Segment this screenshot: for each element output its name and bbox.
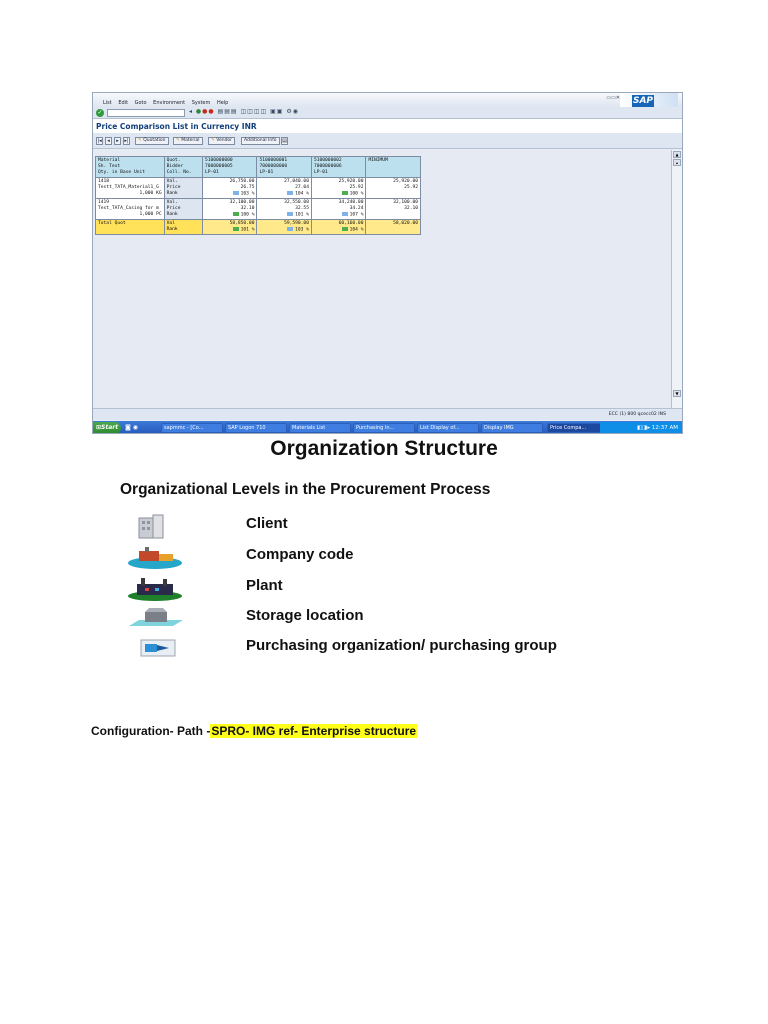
enter-icon[interactable]: ✓ <box>97 109 103 116</box>
quote-cell[interactable]: 25,920.00 25.92 100 % <box>311 178 366 199</box>
total-cell[interactable]: 59,590.00 103 % <box>257 220 312 235</box>
grid-header-row <box>96 157 421 178</box>
quote-cell[interactable]: 34,240.00 34.24 107 % <box>311 199 366 220</box>
org-level-label: Plant <box>246 577 283 594</box>
minimum-cell: 32,100.00 32.10 <box>366 199 421 220</box>
sap-screenshot <box>92 92 683 434</box>
rank-indicator-icon <box>233 191 239 195</box>
vertical-scrollbar[interactable] <box>671 150 682 408</box>
system-tray <box>600 422 682 434</box>
org-levels-slide <box>115 478 675 674</box>
sap-logo: SAP <box>632 96 654 106</box>
purchasing-icon <box>125 636 185 662</box>
taskbar-item[interactable]: Display IMG <box>481 423 543 433</box>
rank-indicator-icon <box>287 227 293 231</box>
org-level-plant <box>115 576 655 606</box>
warehouse-icon <box>125 606 185 632</box>
org-level-storage-location <box>115 606 655 636</box>
command-field[interactable] <box>107 109 185 117</box>
row-labels: Val. Price Rank <box>164 199 202 220</box>
taskbar-item[interactable]: SAP Logon 710 <box>225 423 287 433</box>
comparison-work-area <box>93 150 673 408</box>
application-toolbar <box>93 133 682 149</box>
scroll-up-page-icon[interactable]: ▴ <box>673 159 681 166</box>
material-button[interactable]: ✎ Material <box>173 137 203 145</box>
taskbar-item-active[interactable]: Price Compa... <box>547 423 611 433</box>
page-heading: Organization Structure <box>270 437 498 460</box>
screen-title-bar <box>93 119 682 133</box>
company-icon <box>125 545 185 571</box>
quote-cell[interactable]: 27,040.00 27.04 104 % <box>257 178 312 199</box>
org-level-client <box>115 514 655 544</box>
scroll-down-icon[interactable]: ▼ <box>673 390 681 397</box>
configuration-highlight: SPRO- IMG ref- Enterprise structure <box>211 724 417 738</box>
taskbar-item[interactable]: sapmmc - [Co... <box>161 423 223 433</box>
last-page-icon[interactable]: ▸| <box>124 138 129 144</box>
configuration-path <box>91 724 417 738</box>
configuration-prefix: Configuration- Path - <box>91 724 211 738</box>
vendor-button[interactable]: ✎ Vendor <box>208 137 235 145</box>
total-cell[interactable]: 58,850.00 101 % <box>202 220 257 235</box>
tray-icons[interactable]: ◧◨▸ <box>636 425 652 431</box>
total-row <box>96 220 421 235</box>
pencil-icon: ✎ <box>176 138 180 143</box>
quick-launch-icons[interactable]: ◙ ◉ <box>125 424 138 431</box>
pencil-icon: ✎ <box>138 138 142 143</box>
taskbar-item[interactable]: Purchasing In... <box>353 423 415 433</box>
quotation-button[interactable]: ✎ Quotation <box>135 137 169 145</box>
windows-taskbar <box>93 421 682 434</box>
menu-list[interactable]: List <box>103 100 112 106</box>
material-cell[interactable]: 1419 Test_TATA_Casing for m 1,000 PC <box>96 199 165 220</box>
first-page-icon[interactable]: |◂ <box>97 138 102 144</box>
screen-title: Price Comparison List in Currency INR <box>96 122 257 131</box>
prev-page-icon[interactable]: ◂ <box>105 137 112 145</box>
org-level-purchasing-org <box>115 636 655 672</box>
org-level-label: Company code <box>246 546 354 563</box>
org-level-label: Client <box>246 515 288 532</box>
scroll-up-icon[interactable]: ▲ <box>673 151 681 158</box>
org-level-company-code <box>115 545 655 575</box>
windows-logo-icon: ⊞ <box>96 424 102 431</box>
rank-indicator-icon <box>342 227 348 231</box>
start-button[interactable]: ⊞Start <box>93 422 121 434</box>
grid-header-quote[interactable]: 5100000000 7000000005 LP-01 <box>202 157 257 178</box>
quote-cell[interactable]: 32,550.00 32.55 101 % <box>257 199 312 220</box>
factory-icon <box>125 576 185 602</box>
menu-system[interactable]: System <box>191 100 211 106</box>
system-info: ECC (1) 800 qcecc02 INS <box>608 412 666 417</box>
sap-menu <box>103 100 233 106</box>
total-minimum-cell: 58,020.00 <box>366 220 421 235</box>
rank-indicator-icon <box>233 212 239 216</box>
grid-header-material: Material Sh. Text Qty. in Base Unit <box>96 157 165 178</box>
quote-cell[interactable]: 32,100.00 32.10 100 % <box>202 199 257 220</box>
org-level-label: Storage location <box>246 607 364 624</box>
rank-indicator-icon <box>287 191 293 195</box>
menu-edit[interactable]: Edit <box>118 100 129 106</box>
building-icon <box>125 514 185 540</box>
org-level-label: Purchasing organization/ purchasing group <box>246 637 557 654</box>
table-row <box>96 199 421 220</box>
pencil-icon: ✎ <box>211 138 215 143</box>
row-labels: Val. Price Rank <box>164 178 202 199</box>
rank-indicator-icon <box>287 212 293 216</box>
menu-goto[interactable]: Goto <box>134 100 147 106</box>
grid-header-quote[interactable]: 5100000001 7000000000 LP-01 <box>257 157 312 178</box>
standard-toolbar-icons[interactable]: ◂ ●●● ▤▤▤ ◫◫◫◫ ▣▣ ⚙◉ <box>189 108 299 115</box>
table-row <box>96 178 421 199</box>
window-controls-icon[interactable]: ▭▭✕ <box>606 95 620 101</box>
menu-environment[interactable]: Environment <box>153 100 186 106</box>
status-bar <box>93 408 682 420</box>
total-cell[interactable]: 60,160.00 104 % <box>311 220 366 235</box>
minimum-cell: 25,920.00 25.92 <box>366 178 421 199</box>
material-cell[interactable]: 1418 Testt_TATA_Material1_G 1,000 KG <box>96 178 165 199</box>
clock: 12:37 AM <box>651 425 678 431</box>
rank-indicator-icon <box>233 227 239 231</box>
next-page-icon[interactable]: ▸ <box>114 137 121 145</box>
standard-toolbar <box>93 107 682 119</box>
grid-header-quote[interactable]: 5100000002 7000000006 LP-01 <box>311 157 366 178</box>
rank-indicator-icon <box>342 212 348 216</box>
taskbar-item[interactable]: List Display of... <box>417 423 479 433</box>
menu-help[interactable]: Help <box>216 100 229 106</box>
print-icon[interactable]: ▤ <box>282 138 287 144</box>
org-levels-title: Organizational Levels in the Procurement Process <box>120 481 491 498</box>
grid-header-minimum: MINIMUM <box>366 157 421 178</box>
rank-indicator-icon <box>342 191 348 195</box>
additional-info-button[interactable]: Additional Info <box>241 137 280 145</box>
taskbar-item[interactable]: Materials List <box>289 423 351 433</box>
total-row-labels: Val Rank <box>164 220 202 235</box>
total-label: Total Quot <box>96 220 165 235</box>
quote-cell[interactable]: 26,750.00 26.75 103 % <box>202 178 257 199</box>
grid-header-labels: Quot. Bidder Coll. No. <box>164 157 202 178</box>
sap-menubar <box>93 93 682 107</box>
price-comparison-grid <box>95 156 421 235</box>
